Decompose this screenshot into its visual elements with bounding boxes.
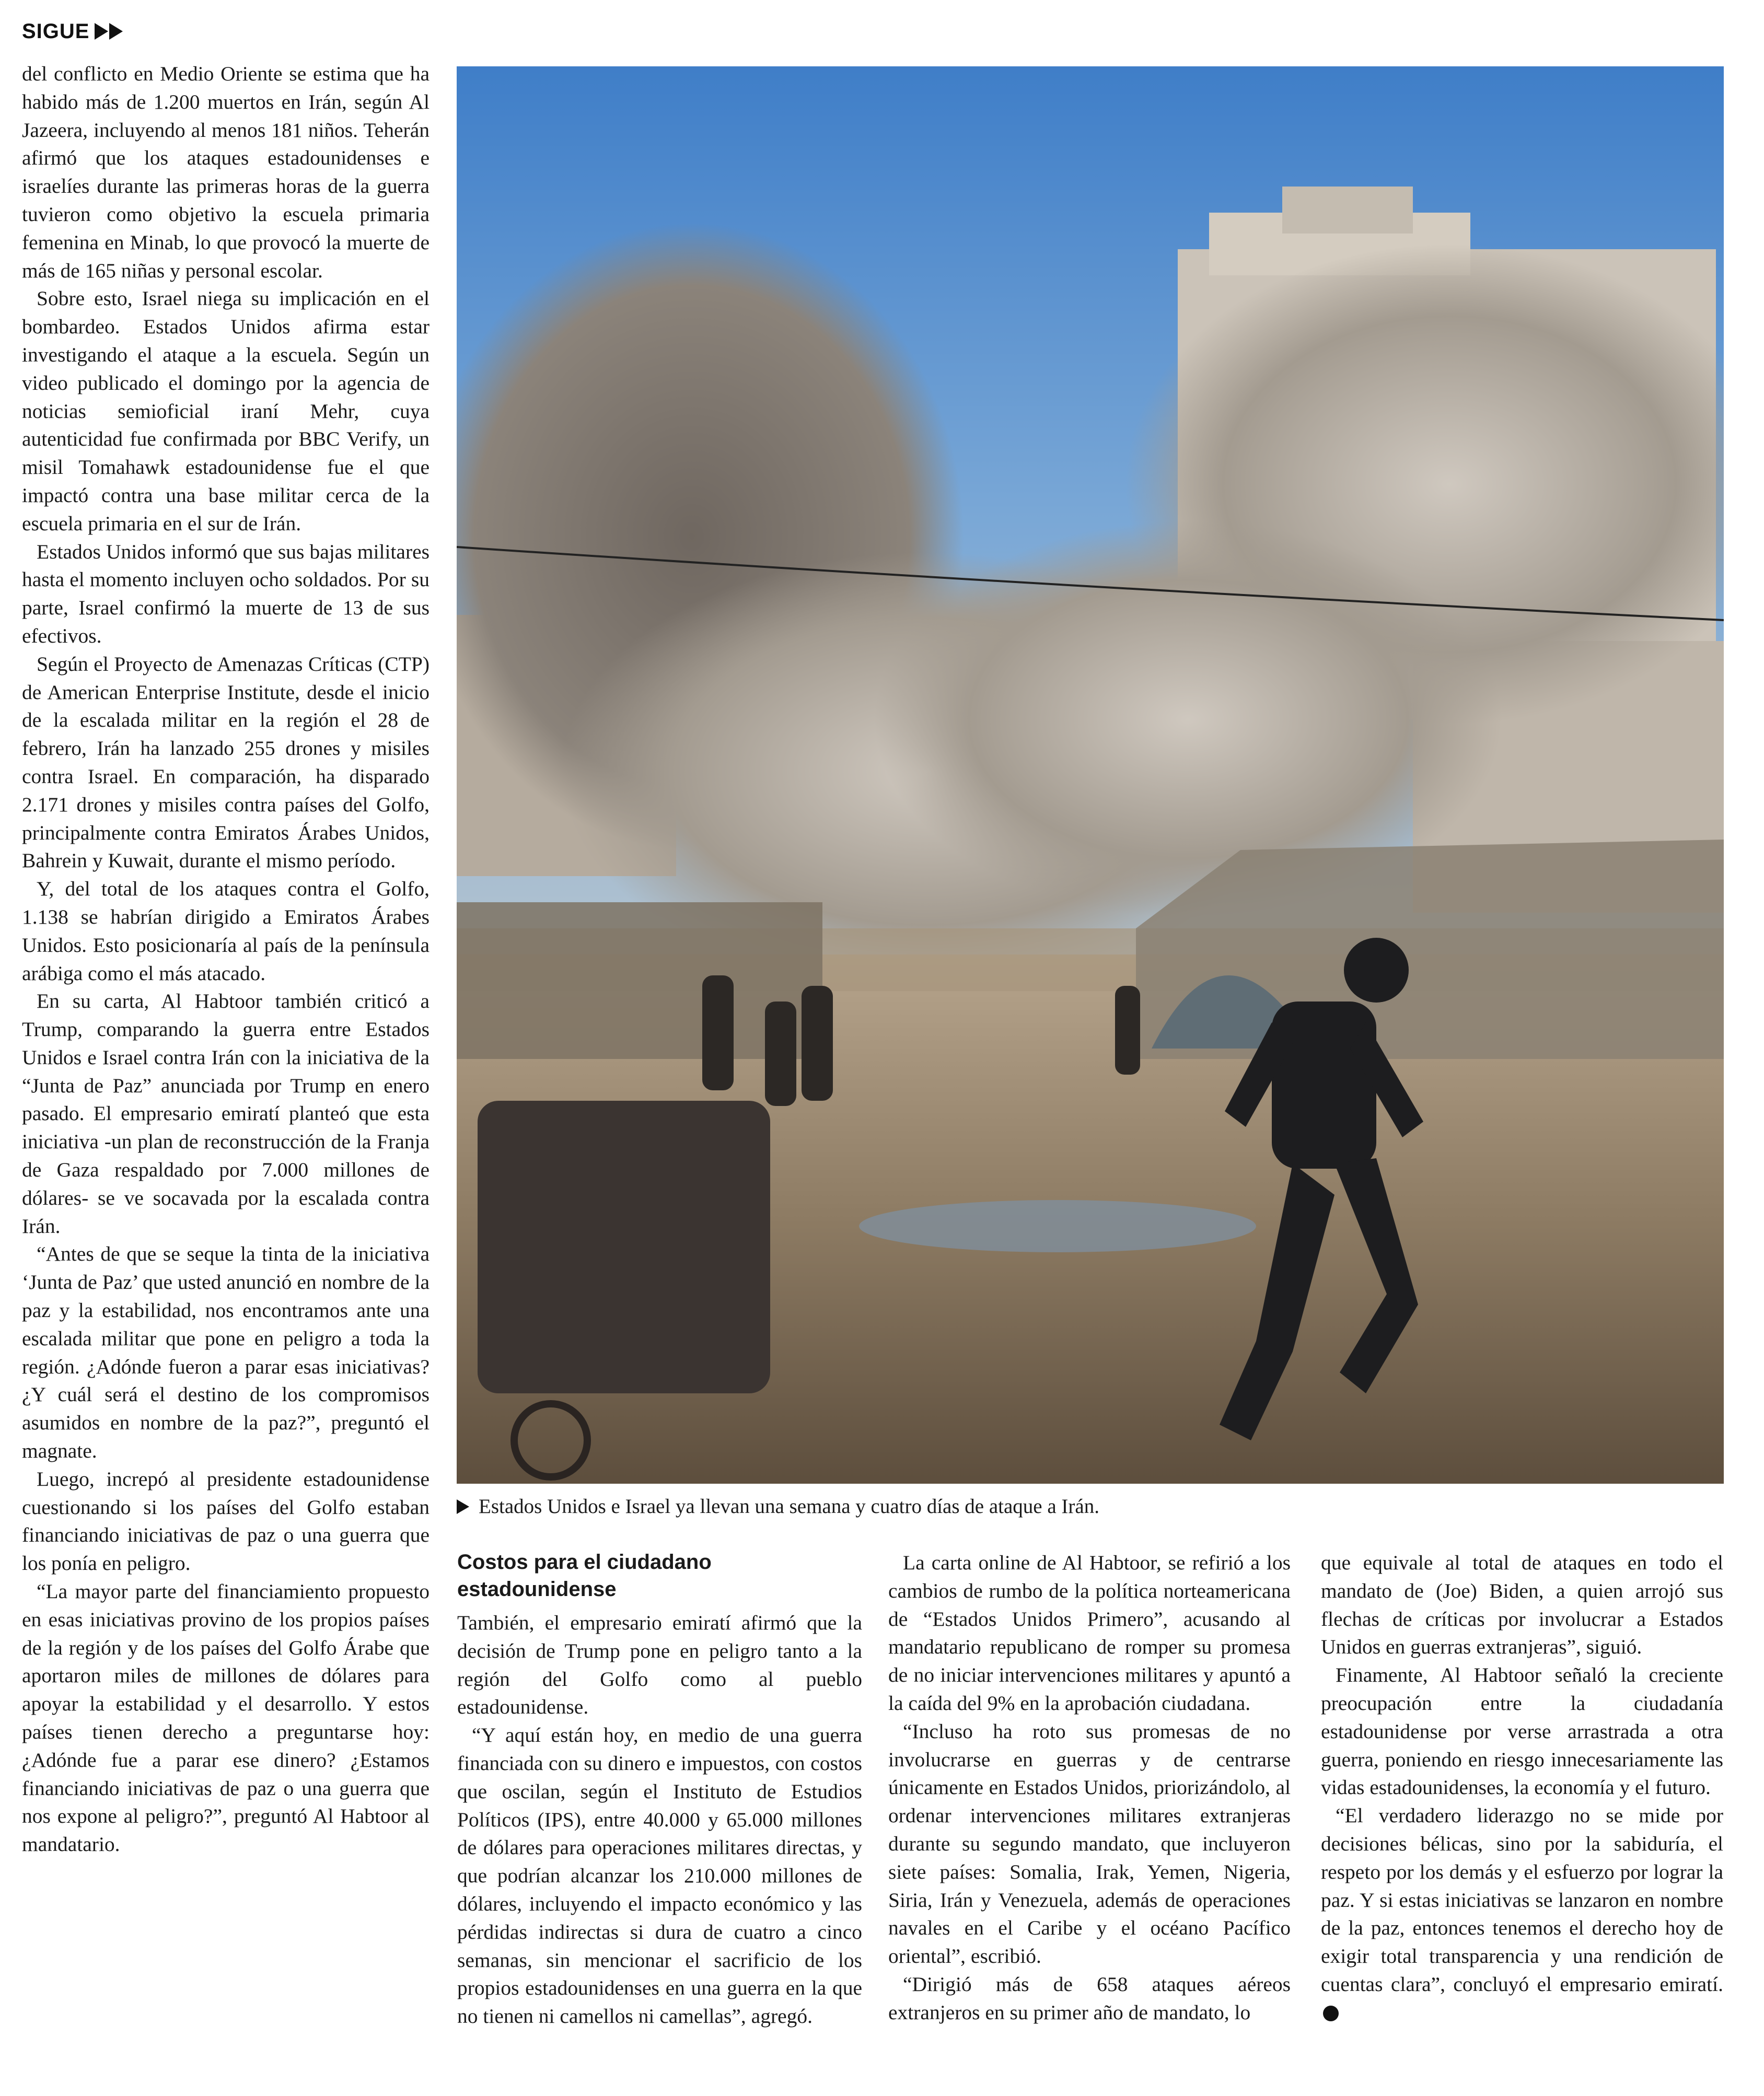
- article-paragraph: Finamente, Al Habtoor señaló la creciente preocupación entre la ciudadanía estadounidense por verse arrastrada a otra guerra, poniendo en riesgo innecesariamente las vidas estadounidenses, la economía y el futuro.: [1321, 1663, 1723, 1799]
- news-photo: [457, 66, 1724, 1484]
- continue-header: [22, 16, 123, 47]
- article-paragraph: [1321, 1802, 1723, 2027]
- caption-text: Estados Unidos e Israel ya llevan una semana y cuatro días de ataque a Irán.: [479, 1495, 1099, 1518]
- section-subhead: Costos para el ciudadano estadounidense: [457, 1551, 712, 1601]
- article-paragraph: Luego, increpó al presidente estadounidense cuestionando si los países del Golfo estaban financiando iniciativas de paz o una guerra que los ponía en peligro.: [22, 1467, 430, 1575]
- section-subhead-box: [457, 1548, 862, 1603]
- end-of-article-icon: [1323, 2006, 1339, 2021]
- article-paragraph: “Incluso ha roto sus promesas de no involucrarse en guerras y de centrarse únicamente en Estados Unidos, priorizándolo, al ordenar intervenciones militares extranjeras durante su segundo mandato, que incluyeron siete países: Somalia, Irak, Yemen, Nigeria, Siria, Irán y Venezuela, además de operaciones navales en el Caribe y el océano Pacífico oriental”, escribió.: [888, 1719, 1291, 1968]
- forward-arrows-icon: [95, 23, 123, 40]
- caption-arrow-icon: [457, 1499, 469, 1514]
- article-paragraph: Sobre esto, Israel niega su implicación en el bombardeo. Estados Unidos afirma estar investigando el ataque a la escuela. Según un video publicado el domingo por la agencia de noticias semioficial iraní Mehr, cuya autenticidad fue confirmada por BBC Verify, un misil Tomahawk estadounidense fue el que impactó contra una base militar cerca de la escuela primaria en el sur de Irán.: [22, 287, 430, 535]
- article-paragraph: “Y aquí están hoy, en medio de una guerra financiada con su dinero e impuestos, con costos que oscilan, según el Instituto de Estudios Políticos (IPS), entre 40.000 y 65.000 millones de dólares para operaciones militares directas, y que podrían alcanzar los 210.000 millones de dólares, incluyendo el impacto económico y las pérdidas indirectas si dura de cuatro a cinco semanas, sin mencionar el sacrificio de los propios estadounidenses en una guerra en la que no tienen ni camellos ni camellas”, agregó.: [457, 1724, 862, 2028]
- article-paragraph: que equivale al total de ataques en todo el mandato de (Joe) Biden, a quien arrojó sus flechas de críticas por involucrar a Estados Unidos en guerras extranjeras”, siguió.: [1321, 1551, 1723, 1659]
- column-c: [1321, 1549, 1723, 2027]
- left-column: [22, 60, 430, 1859]
- article-paragraph: “La mayor parte del financiamiento propuesto en esas iniciativas provino de los propios países de la región y de los países del Golfo Árabe que aportaron miles de millones de dólares para apoyar la estabilidad y el desarrollo. Y estos países tienen derecho a preguntarse hoy: ¿Adónde fue a parar ese dinero? ¿Estamos financiando iniciativas de paz o una guerra que nos expone al peligro?”, preguntó Al Habtoor al mandatario.: [22, 1580, 430, 1856]
- article-paragraph: Estados Unidos informó que sus bajas militares hasta el momento incluyen ocho soldados. Por su parte, Israel confirmó la muerte de 13 de sus efectivos.: [22, 540, 430, 647]
- column-b: [888, 1549, 1291, 2027]
- column-a: [457, 1609, 862, 2031]
- photo-caption: [457, 1493, 1724, 1520]
- article-paragraph: La carta online de Al Habtoor, se refirió a los cambios de rumbo de la política norteamericana de “Estados Unidos Primero”, acusando al mandatario republicano de romper su promesa de no iniciar intervenciones militares y apuntó a la caída del 9% en la aprobación ciudadana.: [888, 1551, 1291, 1715]
- article-paragraph: “Antes de que se seque la tinta de la iniciativa ‘Junta de Paz’ que usted anunció en nombre de la paz y la estabilidad, nos encontramos ante una escalada militar que pone en peligro a toda la región. ¿Adónde fueron a parar esas iniciativas? ¿Y cuál será el destino de los compromisos asumidos en nombre de la paz?”, preguntó el magnate.: [22, 1242, 430, 1463]
- article-paragraph: También, el empresario emiratí afirmó que la decisión de Trump pone en peligro tanto a la región del Golfo como al pueblo estadounidense.: [457, 1611, 862, 1719]
- article-paragraph: Según el Proyecto de Amenazas Críticas (CTP) de American Enterprise Institute, desde el inicio de la escalada militar en la región el 28 de febrero, Irán ha lanzado 255 drones y misiles contra Israel. En comparación, ha disparado 2.171 drones y misiles contra países del Golfo, principalmente contra Emiratos Árabes Unidos, Bahrein y Kuwait, durante el mismo período.: [22, 652, 430, 872]
- article-paragraph: Y, del total de los ataques contra el Golfo, 1.138 se habrían dirigido a Emiratos Árabes Unidos. Esto posicionaría al país de la península arábiga como el más atacado.: [22, 877, 430, 985]
- article-paragraph-text: “El verdadero liderazgo no se mide por decisiones bélicas, sino por la sabiduría, el respeto por los demás y el esfuerzo por lograr la paz. Y si estas iniciativas se lanzaron en nombre de la paz, entonces tenemos el derecho hoy de exigir total transparencia y una rendición de cuentas clara”, concluyó el empresario emiratí.: [1321, 1804, 1723, 1996]
- header-label: SIGUE: [22, 19, 90, 43]
- article-paragraph: “Dirigió más de 658 ataques aéreos extranjeros en su primer año de mandato, lo: [888, 1972, 1291, 2024]
- article-paragraph: En su carta, Al Habtoor también criticó a Trump, comparando la guerra entre Estados Unidos e Israel contra Irán con la iniciativa de la “Junta de Paz” anunciada por Trump en enero pasado. El empresario emiratí planteó que esta iniciativa -un plan de reconstrucción de la Franja de Gaza respaldado por 7.000 millones de dólares- se ve socavada por la escalada contra Irán.: [22, 989, 430, 1238]
- article-paragraph: del conflicto en Medio Oriente se estima que ha habido más de 1.200 muertos en Irán, según Al Jazeera, incluyendo al menos 181 niños. Teherán afirmó que los ataques estadounidenses e israelíes durante las primeras horas de la guerra tuvieron como objetivo la escuela primaria femenina en Minab, lo que provocó la muerte de más de 165 niñas y personal escolar.: [22, 62, 430, 282]
